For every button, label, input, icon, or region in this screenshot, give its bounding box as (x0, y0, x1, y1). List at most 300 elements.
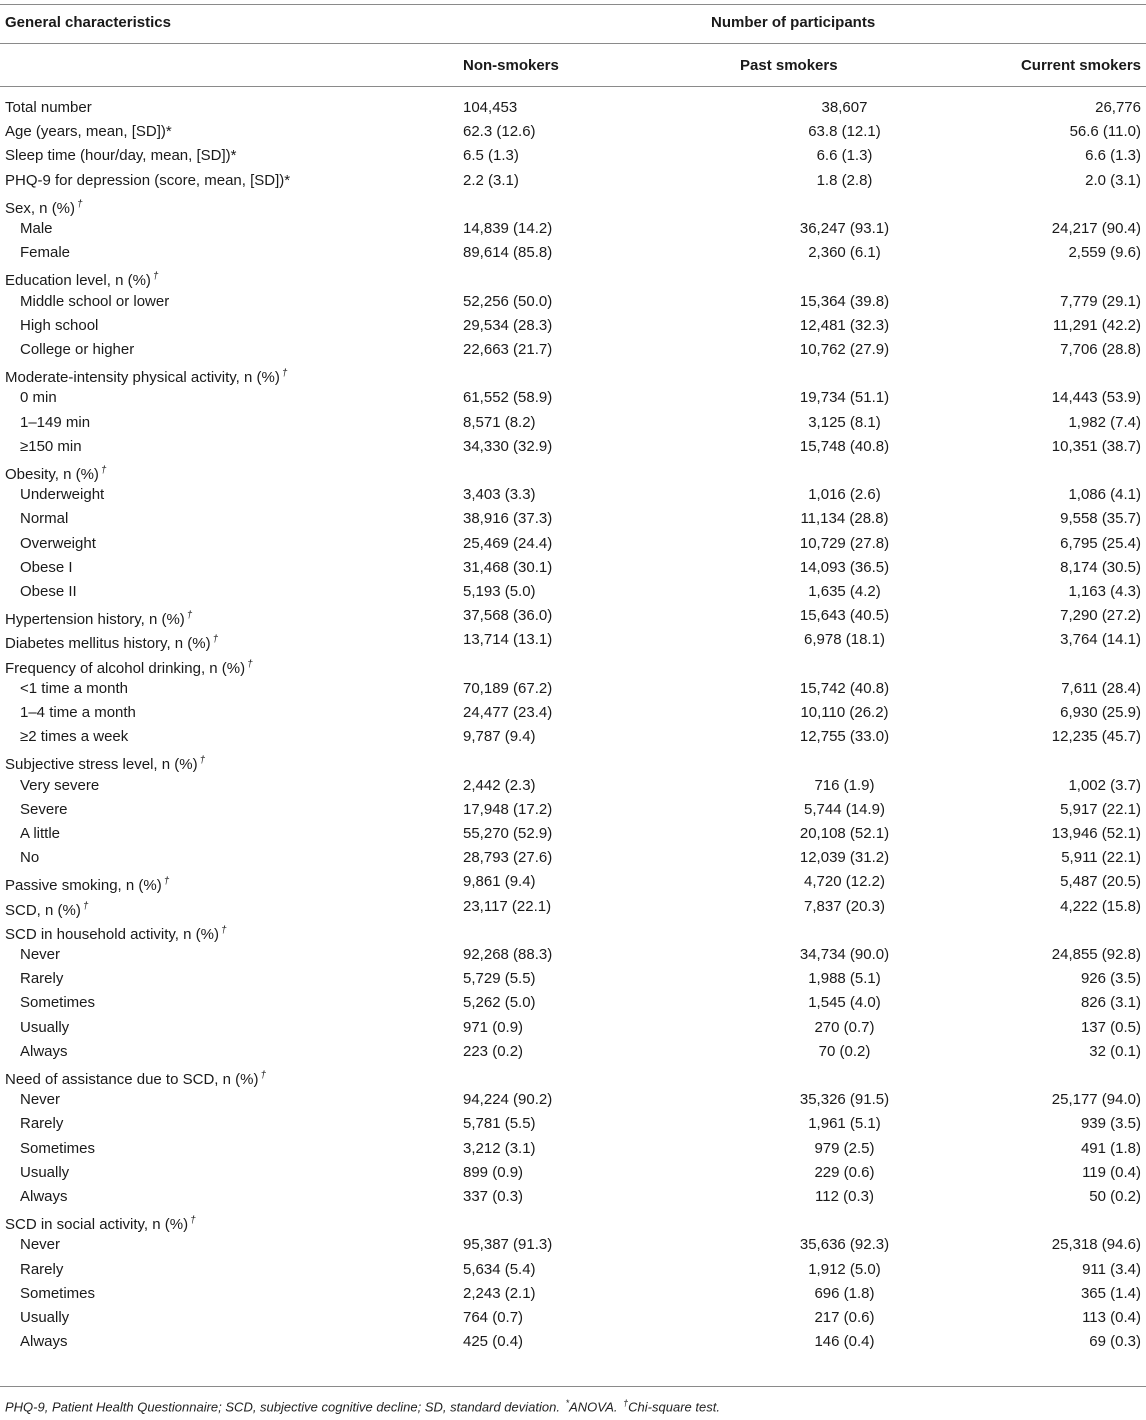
row-label-text: Sex, n (%) (5, 199, 76, 217)
chi-square-mark: † (199, 755, 206, 767)
cell-past-smokers: 1,912 (5.0) (808, 1260, 881, 1278)
row-label (20, 848, 39, 868)
cell-current-smokers: 32 (0.1) (1089, 1042, 1141, 1060)
header-group-participants: Number of participants (711, 14, 876, 31)
cell-non-smokers: 92,268 (88.3) (463, 946, 553, 963)
cell-non-smokers: 971 (0.9) (463, 1018, 524, 1036)
row-label-text: ≥2 times a week (20, 728, 129, 746)
table-subrow (0, 991, 1146, 1015)
chi-square-mark: † (77, 198, 83, 210)
table-subrow (0, 1233, 1146, 1257)
table-bottom-rule (0, 1386, 1146, 1387)
row-label (20, 1235, 60, 1255)
cell-non-smokers: 337 (0.3) (463, 1188, 524, 1205)
row-label-text: Male (20, 220, 53, 237)
row-label-text: Obese I (20, 558, 73, 576)
cell-past-smokers: 716 (1.9) (814, 776, 875, 794)
row-label-text: Always (20, 1042, 68, 1060)
row-label (20, 388, 57, 408)
cell-non-smokers: 3,212 (3.1) (463, 1139, 536, 1157)
row-label (5, 1066, 266, 1090)
row-label-text: Underweight (20, 486, 105, 504)
table-subrow (0, 507, 1146, 531)
table-subrow (0, 677, 1146, 701)
row-label-text: Never (20, 1236, 61, 1254)
cell-current-smokers: 826 (3.1) (1080, 994, 1141, 1012)
row-label (20, 1139, 95, 1159)
cell-non-smokers: 29,534 (28.3) (463, 316, 553, 334)
row-label (5, 171, 290, 191)
cell-non-smokers: 17,948 (17.2) (463, 800, 553, 818)
row-label-text: Severe (20, 800, 68, 818)
row-label-text: Total number (5, 99, 92, 116)
row-label (5, 1211, 196, 1235)
table-row (0, 628, 1146, 652)
row-label-text: No (20, 849, 40, 867)
row-label (5, 921, 227, 945)
cell-past-smokers: 35,326 (91.5) (799, 1091, 890, 1109)
row-label (20, 316, 98, 336)
table-subrow (0, 822, 1146, 846)
row-label-text: Never (20, 1091, 61, 1109)
cell-current-smokers: 491 (1.8) (1080, 1139, 1141, 1157)
row-label-text: Middle school or lower (20, 292, 170, 310)
cell-non-smokers: 3,403 (3.3) (463, 486, 536, 504)
table-row (0, 604, 1146, 628)
cell-current-smokers: 24,217 (90.4) (1051, 220, 1141, 237)
row-label (5, 872, 169, 896)
row-label-text: Rarely (20, 1260, 64, 1278)
table-subrow (0, 846, 1146, 870)
table-row (0, 1209, 1146, 1233)
row-label (20, 1042, 68, 1062)
cell-current-smokers: 5,487 (20.5) (1060, 873, 1141, 891)
cell-current-smokers: 69 (0.3) (1089, 1333, 1141, 1351)
row-label (20, 1284, 95, 1304)
header-group-rule (0, 43, 1146, 44)
table-subrow (0, 241, 1146, 265)
row-label-text: Always (20, 1333, 68, 1351)
row-label (20, 485, 104, 505)
row-label-text: PHQ-9 for depression (score, mean, [SD])* (5, 171, 291, 189)
table-subrow (0, 1040, 1146, 1064)
row-label (5, 751, 205, 775)
table-subrow (0, 314, 1146, 338)
row-label-text: Very severe (20, 776, 100, 794)
cell-non-smokers: 52,256 (50.0) (463, 292, 553, 310)
cell-past-smokers: 1.8 (2.8) (816, 171, 873, 189)
row-label-text: Sometimes (20, 1139, 96, 1157)
row-label (20, 776, 99, 796)
cell-non-smokers: 5,729 (5.5) (463, 970, 536, 988)
row-label (20, 437, 82, 457)
cell-past-smokers: 36,247 (93.1) (799, 220, 890, 237)
cell-current-smokers: 3,764 (14.1) (1060, 631, 1141, 649)
header-col-general: General characteristics (5, 14, 171, 31)
cell-past-smokers: 229 (0.6) (814, 1163, 875, 1181)
cell-current-smokers: 4,222 (15.8) (1060, 897, 1141, 915)
row-label-text: 0 min (20, 389, 57, 407)
table-row (0, 144, 1146, 168)
cell-non-smokers: 104,453 (463, 99, 518, 116)
row-label (20, 292, 169, 312)
row-label (20, 1114, 63, 1134)
row-label-text: Passive smoking, n (%) (5, 877, 162, 895)
cell-current-smokers: 7,611 (28.4) (1061, 679, 1141, 697)
cell-past-smokers: 1,016 (2.6) (808, 486, 881, 504)
cell-past-smokers: 7,837 (20.3) (804, 897, 885, 915)
table-row (0, 1064, 1146, 1088)
header-col-past-smokers: Past smokers (740, 57, 838, 74)
row-label (20, 558, 73, 578)
cell-non-smokers: 31,468 (30.1) (463, 558, 553, 576)
row-label-text: Rarely (20, 970, 64, 988)
cell-current-smokers: 26,776 (1095, 99, 1141, 116)
cell-past-smokers: 1,988 (5.1) (808, 970, 881, 988)
cell-past-smokers: 6,978 (18.1) (804, 631, 885, 649)
cell-current-smokers: 119 (0.4) (1082, 1163, 1141, 1181)
cell-current-smokers: 939 (3.5) (1080, 1115, 1141, 1133)
table-subrow (0, 967, 1146, 991)
row-label (20, 1090, 60, 1110)
cell-past-smokers: 12,039 (31.2) (799, 849, 890, 867)
chi-square-mark: † (82, 900, 89, 912)
table-subrow (0, 1161, 1146, 1185)
table-row (0, 265, 1146, 289)
table-subrow (0, 1088, 1146, 1112)
header-bottom-rule (0, 86, 1146, 87)
table-subrow (0, 1330, 1146, 1354)
row-label-text: Female (20, 244, 71, 262)
table-subrow (0, 1306, 1146, 1330)
cell-past-smokers: 10,110 (26.2) (800, 704, 889, 721)
row-label (20, 509, 68, 529)
cell-past-smokers: 70 (0.2) (818, 1042, 871, 1060)
cell-current-smokers: 7,290 (27.2) (1060, 607, 1141, 625)
cell-non-smokers: 5,262 (5.0) (463, 994, 536, 1012)
cell-past-smokers: 15,364 (39.8) (799, 292, 890, 310)
cell-non-smokers: 28,793 (27.6) (463, 849, 553, 867)
row-label (5, 606, 192, 630)
row-label-text: Usually (20, 1018, 70, 1036)
cell-non-smokers: 22,663 (21.7) (463, 341, 553, 358)
cell-non-smokers: 13,714 (13.1) (463, 631, 553, 649)
cell-current-smokers: 50 (0.2) (1089, 1188, 1141, 1205)
row-label-text: Age (years, mean, [SD])* (5, 123, 172, 141)
table-subrow (0, 217, 1146, 241)
table-subrow (0, 1137, 1146, 1161)
table-subrow (0, 338, 1146, 362)
cell-current-smokers: 6.6 (1.3) (1085, 147, 1141, 165)
cell-non-smokers: 5,634 (5.4) (463, 1260, 536, 1278)
cell-non-smokers: 6.5 (1.3) (463, 147, 519, 165)
cell-past-smokers: 14,093 (36.5) (799, 558, 890, 576)
cell-non-smokers: 95,387 (91.3) (463, 1236, 553, 1254)
cell-non-smokers: 2,442 (2.3) (463, 776, 536, 794)
cell-non-smokers: 23,117 (22.1) (463, 897, 552, 915)
footnote-anova-mark: * (565, 1398, 570, 1408)
table-subrow (0, 290, 1146, 314)
cell-current-smokers: 2,559 (9.6) (1068, 244, 1141, 262)
table-subrow (0, 1185, 1146, 1209)
row-label-text: Sleep time (hour/day, mean, [SD])* (5, 147, 237, 165)
row-label (5, 897, 88, 921)
table-row (0, 653, 1146, 677)
row-label-text: Rarely (20, 1115, 64, 1133)
cell-past-smokers: 19,734 (51.1) (799, 389, 890, 407)
row-label-text: Always (20, 1188, 68, 1205)
cell-current-smokers: 25,318 (94.6) (1051, 1236, 1141, 1254)
row-label-text: Never (20, 946, 61, 963)
row-label-text: A little (20, 825, 61, 842)
cell-current-smokers: 5,917 (22.1) (1060, 800, 1141, 818)
row-label (20, 1308, 69, 1328)
footnote-abbreviations: PHQ-9, Patient Health Questionnaire; SCD, subjective cognitive decline; SD, standard deviation. (5, 1399, 560, 1415)
cell-past-smokers: 12,481 (32.3) (799, 316, 890, 334)
table-subrow (0, 435, 1146, 459)
chi-square-mark: † (190, 1215, 196, 1227)
row-label-text: Frequency of alcohol drinking, n (%) (5, 659, 246, 677)
cell-current-smokers: 6,795 (25.4) (1060, 534, 1141, 552)
cell-past-smokers: 12,755 (33.0) (799, 728, 890, 746)
cell-current-smokers: 1,086 (4.1) (1068, 486, 1141, 504)
row-label-text: Sometimes (20, 994, 96, 1012)
cell-current-smokers: 13,946 (52.1) (1051, 825, 1141, 842)
chi-square-mark: † (220, 924, 227, 936)
cell-past-smokers: 4,720 (12.2) (804, 873, 885, 891)
row-label (20, 800, 68, 820)
cell-current-smokers: 25,177 (94.0) (1051, 1091, 1141, 1109)
row-label (20, 945, 60, 965)
chi-square-mark: † (212, 634, 219, 646)
cell-non-smokers: 9,861 (9.4) (463, 873, 536, 891)
table-row (0, 120, 1146, 144)
cell-past-smokers: 6.6 (1.3) (816, 147, 873, 165)
cell-current-smokers: 926 (3.5) (1080, 970, 1141, 988)
table-footnote (5, 1398, 720, 1414)
footnote-anova: ANOVA. (569, 1399, 618, 1415)
table-subrow (0, 532, 1146, 556)
row-label (20, 1332, 68, 1352)
cell-past-smokers: 63.8 (12.1) (808, 123, 881, 141)
chi-square-mark: † (163, 876, 170, 888)
row-label (5, 630, 218, 654)
cell-non-smokers: 62.3 (12.6) (463, 123, 536, 141)
cell-current-smokers: 12,235 (45.7) (1051, 728, 1141, 746)
row-label (20, 534, 96, 554)
cell-non-smokers: 38,916 (37.3) (463, 510, 553, 528)
row-label (20, 243, 70, 263)
row-label (20, 679, 128, 699)
row-label (20, 969, 63, 989)
row-label (20, 993, 95, 1013)
row-label (20, 824, 60, 844)
cell-past-smokers: 15,643 (40.5) (799, 607, 890, 625)
table-subrow (0, 411, 1146, 435)
row-label-text: Hypertension history, n (%) (5, 611, 185, 629)
table-subrow (0, 943, 1146, 967)
cell-past-smokers: 11,134 (28.8) (800, 510, 889, 528)
cell-past-smokers: 34,734 (90.0) (799, 946, 890, 963)
cell-current-smokers: 56.6 (11.0) (1069, 123, 1141, 141)
row-label-text: Moderate-intensity physical activity, n (%) (5, 369, 280, 387)
row-label-text: 1–149 min (20, 413, 91, 431)
cell-past-smokers: 3,125 (8.1) (808, 413, 881, 431)
table-row (0, 96, 1146, 120)
cell-current-smokers: 365 (1.4) (1080, 1284, 1141, 1302)
cell-current-smokers: 24,855 (92.8) (1051, 946, 1141, 963)
cell-current-smokers: 113 (0.4) (1082, 1309, 1141, 1326)
table-subrow (0, 1112, 1146, 1136)
header-col-current-smokers: Current smokers (1020, 57, 1141, 74)
cell-current-smokers: 2.0 (3.1) (1085, 171, 1141, 189)
row-label-text: Sometimes (20, 1284, 96, 1302)
cell-current-smokers: 5,911 (22.1) (1061, 849, 1141, 867)
cell-non-smokers: 5,781 (5.5) (463, 1115, 536, 1133)
table-subrow (0, 1016, 1146, 1040)
cell-non-smokers: 25,469 (24.4) (463, 534, 553, 552)
cell-non-smokers: 2.2 (3.1) (463, 171, 519, 189)
row-label (5, 195, 83, 219)
table-subrow (0, 483, 1146, 507)
row-label (20, 413, 90, 433)
cell-non-smokers: 8,571 (8.2) (463, 413, 536, 431)
cell-past-smokers: 112 (0.3) (815, 1188, 874, 1205)
table-row (0, 895, 1146, 919)
table-subrow (0, 774, 1146, 798)
table-subrow (0, 386, 1146, 410)
cell-non-smokers: 70,189 (67.2) (463, 679, 553, 697)
cell-current-smokers: 7,706 (28.8) (1060, 341, 1141, 358)
table-row (0, 193, 1146, 217)
footnote-chi-mark: † (623, 1398, 629, 1408)
cell-non-smokers: 61,552 (58.9) (463, 389, 553, 407)
row-label (20, 582, 77, 602)
cell-non-smokers: 89,614 (85.8) (463, 244, 553, 262)
table-subrow (0, 798, 1146, 822)
row-label-text: Obese II (20, 583, 77, 600)
cell-current-smokers: 14,443 (53.9) (1051, 389, 1141, 407)
cell-current-smokers: 1,002 (3.7) (1068, 776, 1141, 794)
chi-square-mark: † (186, 610, 193, 622)
cell-current-smokers: 137 (0.5) (1080, 1018, 1141, 1036)
cell-current-smokers: 10,351 (38.7) (1051, 437, 1141, 455)
cell-non-smokers: 425 (0.4) (463, 1333, 524, 1351)
cell-non-smokers: 94,224 (90.2) (463, 1091, 553, 1109)
cell-past-smokers: 979 (2.5) (814, 1139, 875, 1157)
row-label (20, 1018, 69, 1038)
row-label-text: Obesity, n (%) (5, 466, 99, 483)
row-label-text: SCD in household activity, n (%) (5, 925, 219, 943)
row-label-text: Overweight (20, 534, 96, 552)
row-label (20, 1187, 68, 1207)
footnote-chi: Chi-square test. (628, 1399, 720, 1415)
table-subrow (0, 580, 1146, 604)
cell-current-smokers: 911 (3.4) (1082, 1260, 1141, 1278)
cell-non-smokers: 5,193 (5.0) (463, 583, 536, 600)
row-label (20, 340, 134, 360)
table-top-rule (0, 4, 1146, 5)
row-label-text: SCD, n (%) (5, 901, 81, 919)
cell-past-smokers: 35,636 (92.3) (799, 1236, 890, 1254)
cell-current-smokers: 6,930 (25.9) (1060, 704, 1141, 721)
row-label-text: Diabetes mellitus history, n (%) (5, 635, 211, 653)
cell-past-smokers: 38,607 (821, 99, 868, 116)
row-label (20, 703, 136, 723)
row-label (5, 98, 92, 118)
cell-past-smokers: 10,729 (27.8) (799, 534, 890, 552)
cell-current-smokers: 1,982 (7.4) (1068, 413, 1141, 431)
cell-past-smokers: 10,762 (27.9) (799, 341, 890, 358)
chi-square-mark: † (260, 1070, 267, 1081)
row-label (5, 655, 253, 679)
cell-past-smokers: 217 (0.6) (814, 1309, 875, 1326)
row-label-text: ≥150 min (20, 437, 82, 455)
row-label-text: Need of assistance due to SCD, n (%) (5, 1071, 259, 1088)
row-label-text: College or higher (20, 341, 135, 358)
cell-current-smokers: 9,558 (35.7) (1060, 510, 1141, 528)
cell-current-smokers: 1,163 (4.3) (1068, 583, 1141, 600)
cell-non-smokers: 55,270 (52.9) (463, 825, 553, 842)
cell-past-smokers: 1,545 (4.0) (808, 994, 881, 1012)
row-label (5, 364, 287, 388)
cell-current-smokers: 8,174 (30.5) (1060, 558, 1141, 576)
row-label-text: Normal (20, 510, 69, 528)
row-label-text: SCD in social activity, n (%) (5, 1216, 189, 1234)
row-label (20, 1163, 69, 1183)
row-label (20, 1260, 63, 1280)
header-col-non-smokers: Non-smokers (463, 57, 559, 74)
cell-non-smokers: 24,477 (23.4) (463, 704, 553, 721)
row-label-text: High school (20, 316, 99, 334)
cell-past-smokers: 5,744 (14.9) (804, 800, 885, 818)
table-row (0, 362, 1146, 386)
chi-square-mark: † (152, 271, 159, 283)
cell-past-smokers: 20,108 (52.1) (799, 825, 890, 842)
cell-non-smokers: 899 (0.9) (463, 1163, 524, 1181)
cell-past-smokers: 1,961 (5.1) (808, 1115, 881, 1133)
cell-current-smokers: 7,779 (29.1) (1060, 292, 1141, 310)
table-subrow (0, 1282, 1146, 1306)
chi-square-mark: † (281, 368, 288, 380)
row-label-text: Usually (20, 1163, 70, 1181)
cell-past-smokers: 1,635 (4.2) (808, 583, 881, 600)
row-label (5, 461, 106, 485)
row-label (20, 219, 53, 239)
table-row (0, 459, 1146, 483)
cell-past-smokers: 696 (1.8) (814, 1284, 875, 1302)
cell-non-smokers: 764 (0.7) (463, 1309, 524, 1326)
cell-non-smokers: 2,243 (2.1) (463, 1284, 536, 1302)
table-row (0, 919, 1146, 943)
row-label (5, 122, 172, 142)
cell-past-smokers: 15,742 (40.8) (799, 679, 890, 697)
table-subrow (0, 701, 1146, 725)
cell-non-smokers: 223 (0.2) (463, 1042, 524, 1060)
table-row (0, 749, 1146, 773)
row-label-text: 1–4 time a month (20, 704, 136, 721)
row-label-text: <1 time a month (20, 679, 128, 697)
table-subrow (0, 1258, 1146, 1282)
row-label-text: Education level, n (%) (5, 272, 151, 290)
cell-non-smokers: 37,568 (36.0) (463, 607, 553, 625)
row-label-text: Usually (20, 1309, 70, 1326)
cell-past-smokers: 270 (0.7) (814, 1018, 875, 1036)
table-subrow (0, 556, 1146, 580)
cell-past-smokers: 146 (0.4) (814, 1333, 875, 1351)
cell-current-smokers: 11,291 (42.2) (1052, 316, 1141, 334)
chi-square-mark: † (100, 465, 107, 476)
